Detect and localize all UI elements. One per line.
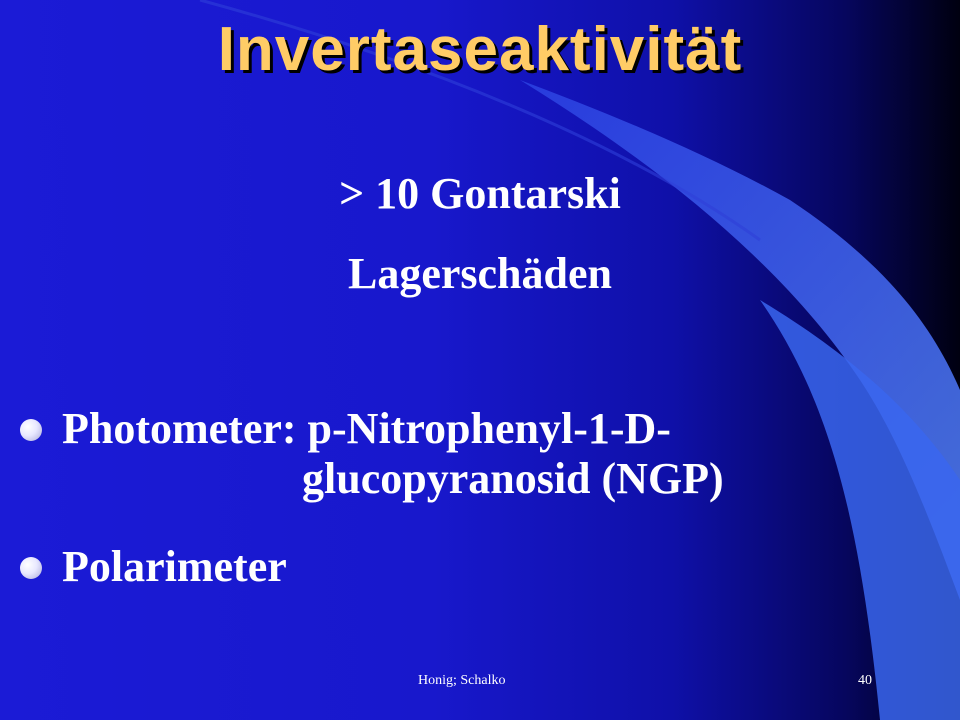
- gontarski-line: > 10 Gontarski: [339, 169, 621, 218]
- bullet-photometer-text: Photometer: p-Nitrophenyl-1-D-: [62, 404, 671, 453]
- slide-title: Invertaseaktivität: [217, 15, 743, 84]
- footer-author: Honig; Schalko: [418, 673, 506, 688]
- bullet-dot-icon: [20, 557, 42, 579]
- bullet-dot-icon: [20, 419, 42, 441]
- bullet-polarimeter-text: Polarimeter: [62, 542, 287, 591]
- page-number: 40: [858, 673, 872, 688]
- bullet-photometer-text-cont: glucopyranosid (NGP): [302, 454, 724, 503]
- lagerschaeden-line: Lagerschäden: [348, 249, 612, 298]
